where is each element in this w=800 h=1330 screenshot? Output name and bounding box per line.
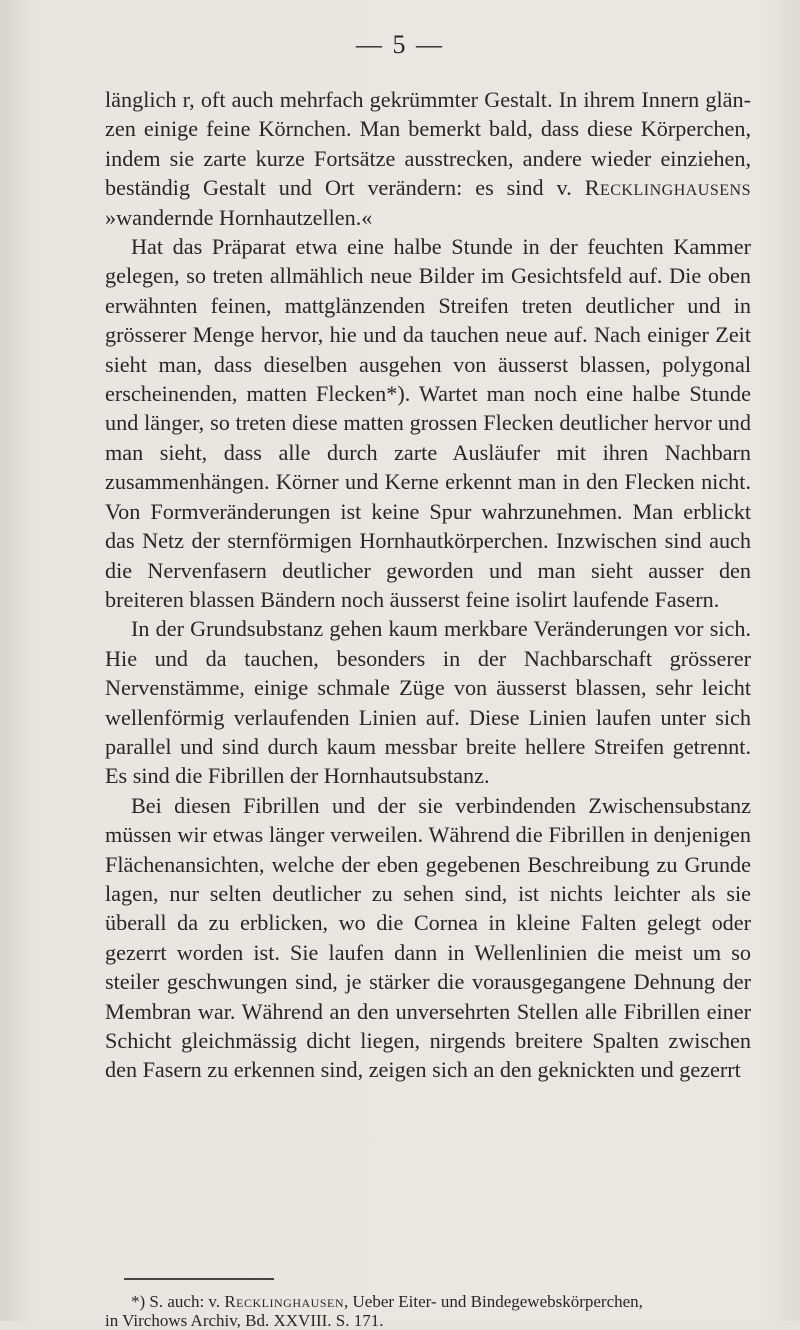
paragraph-3: In der Grundsubstanz gehen kaum merkbare Veränderungen vor sich. Hie und da tauchen, besonders in der Nachbarschaft grösserer Nervenstämme, einige schmale Züge von äusserst blassen, sehr leicht wellenförmig verlaufenden Linien auf. Diese Linien laufen unter sich parallel und sind durch kaum messbar breite hellere Streifen getrennt. Es sind die Fibrillen der Hornhautsubstanz. bbox=[105, 616, 751, 789]
page-number: — 5 — bbox=[356, 30, 444, 59]
footnote-line-2: in Virchows Archiv, Bd. XXVIII. S. 171. bbox=[105, 1311, 384, 1330]
paragraph-1 bbox=[105, 85, 751, 232]
paragraph-1-line-1: länglich r, oft auch mehrfach gekrümmter Gestalt. In ihrem Innern glän- bbox=[105, 87, 751, 112]
footnote-line-1 bbox=[105, 1292, 751, 1311]
paragraph-1-line-3: indem sie zarte kurze Fortsätze ausstrecken, andere wieder einziehen, bbox=[105, 145, 751, 171]
footnote bbox=[105, 1292, 751, 1330]
author-name-small-caps: Recklinghausens bbox=[584, 175, 751, 201]
paragraph-1-tail: »wandernde Hornhautzellen.« bbox=[105, 204, 373, 230]
footnote-rule bbox=[124, 1278, 274, 1280]
footnote-author-small-caps: Recklinghausen bbox=[224, 1292, 344, 1311]
paragraph-4: Bei diesen Fibrillen und der sie verbindenden Zwischensubstanz müssen wir etwas länger verweilen. Während die Fibrillen in denjenigen Flächenansichten, welche der eben gegebenen Beschreibung zu Grunde lagen, nur selten deutlicher zu sehen sind, ist nichts leichter als sie überall da zu erblicken, wo die Cornea in kleine Falten gelegt oder gezerrt worden ist. Sie laufen dann in Wellenlinien die meist um so steiler geschwungen sind, je stärker die vorausgegangene Dehnung der Membran war. Während an den unversehrten Stellen alle Fibrillen einer Schicht gleichmässig dicht liegen, nirgends breitere Spalten zwischen den Fasern zu erkennen sind, zeigen sich an den geknickten und gezerrt bbox=[105, 792, 751, 1083]
body-text bbox=[105, 85, 751, 1085]
paragraph-1-line-4: beständig Gestalt und Ort verändern: es sind v. bbox=[105, 175, 585, 201]
footnote-rest: , Ueber Eiter- und Bindegewebskörperchen, bbox=[344, 1292, 643, 1311]
paragraph-2: Hat das Präparat etwa eine halbe Stunde in der feuchten Kammer gelegen, so treten allmählich neue Bilder im Gesichtsfeld auf. Die oben erwähnten feinen, mattglänzenden Streifen treten deutlicher und in grösserer Menge hervor, hie und da tauchen neue auf. Nach einiger Zeit sieht man, dass dieselben ausgehen von äusserst blassen, polygonal erscheinenden, matten Flecken*). Wartet man noch eine halbe Stunde und länger, so treten diese matten grossen Flecken deutlicher hervor und man sieht, dass alle durch zarte Ausläufer mit ihren Nachbarn zusammenhängen. Körner und Kerne erkennt man in den Flecken nicht. Von Formveränderungen ist keine Spur wahrzunehmen. Man erblickt das Netz der sternförmigen Hornhautkörperchen. Inzwischen sind auch die Nervenfasern deutlicher geworden und man sieht ausser den breiteren blassen Bändern noch äusserst feine isolirt laufende Fasern. bbox=[105, 234, 751, 612]
paragraph-1-line-2: zen einige feine Körnchen. Man bemerkt bald, dass diese Körperchen, bbox=[105, 116, 751, 142]
footnote-marker: *) S. auch: v. bbox=[131, 1292, 225, 1311]
